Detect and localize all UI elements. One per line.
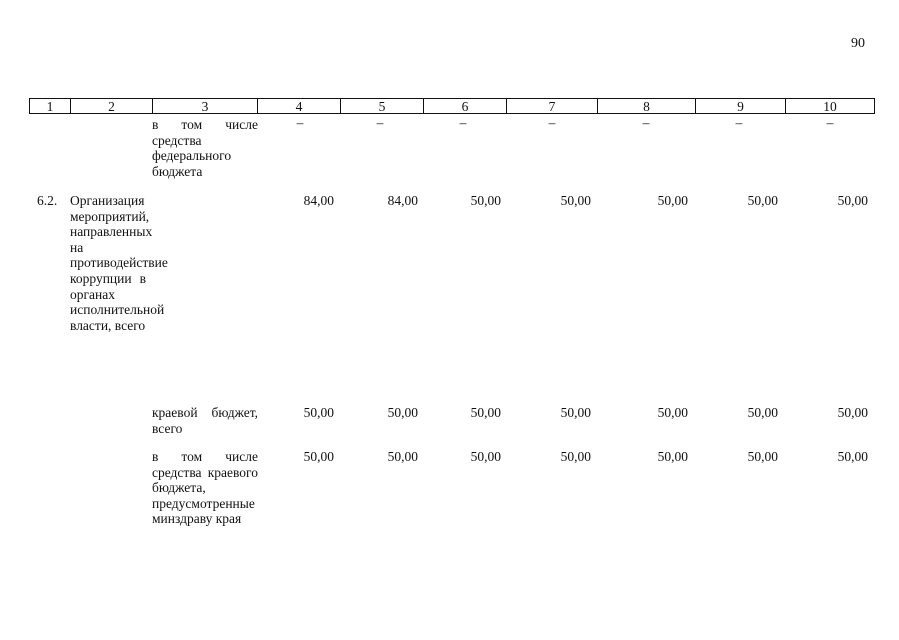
row-name-text: Организация мероприятий, направленных на противодействие коррупции в органах исполнительной власти, всего [70, 193, 168, 333]
value-cell: 50,00 [470, 193, 501, 208]
value-cell: 50,00 [470, 449, 501, 464]
value-cell: – [826, 115, 834, 130]
value-cell: – [735, 115, 743, 130]
value-cell: 50,00 [657, 405, 688, 420]
value-cell: 50,00 [303, 405, 334, 420]
header-col-3: 3 [153, 99, 258, 113]
value-cell: – [642, 115, 650, 130]
value-cell: – [376, 115, 384, 130]
value-cell: 50,00 [747, 449, 778, 464]
header-col-1: 1 [30, 99, 71, 113]
header-col-8: 8 [598, 99, 696, 113]
header-col-6: 6 [424, 99, 507, 113]
row-source-text: в том числе средства федерального бюджета [152, 117, 258, 179]
header-col-5: 5 [341, 99, 424, 113]
value-cell: 50,00 [837, 405, 868, 420]
value-cell: 50,00 [303, 449, 334, 464]
value-cell: 50,00 [387, 405, 418, 420]
page-number: 90 [851, 36, 865, 51]
header-col-10: 10 [823, 99, 837, 114]
value-cell: 50,00 [747, 193, 778, 208]
value-cell: 50,00 [747, 405, 778, 420]
value-cell: 50,00 [470, 405, 501, 420]
value-cell: 50,00 [837, 449, 868, 464]
value-cell: 50,00 [657, 449, 688, 464]
value-cell: – [296, 115, 304, 130]
header-col-7: 7 [507, 99, 598, 113]
value-cell: 50,00 [387, 449, 418, 464]
row-source-text: краевой бюджет, всего [152, 405, 258, 436]
value-cell: 50,00 [560, 193, 591, 208]
value-cell: 50,00 [560, 405, 591, 420]
value-cell: – [459, 115, 467, 130]
value-cell: 50,00 [657, 193, 688, 208]
row-source-text: в том числе средства краевого бюджета, предусмотренные минздраву края [152, 449, 258, 527]
row-number: 6.2. [37, 193, 58, 208]
value-cell: 84,00 [303, 193, 334, 208]
header-col-9: 9 [696, 99, 786, 113]
header-col-2: 2 [71, 99, 153, 113]
header-col-4: 4 [258, 99, 341, 113]
table-header [29, 98, 875, 114]
value-cell: 50,00 [837, 193, 868, 208]
value-cell: 50,00 [560, 449, 591, 464]
value-cell: – [548, 115, 556, 130]
value-cell: 84,00 [387, 193, 418, 208]
